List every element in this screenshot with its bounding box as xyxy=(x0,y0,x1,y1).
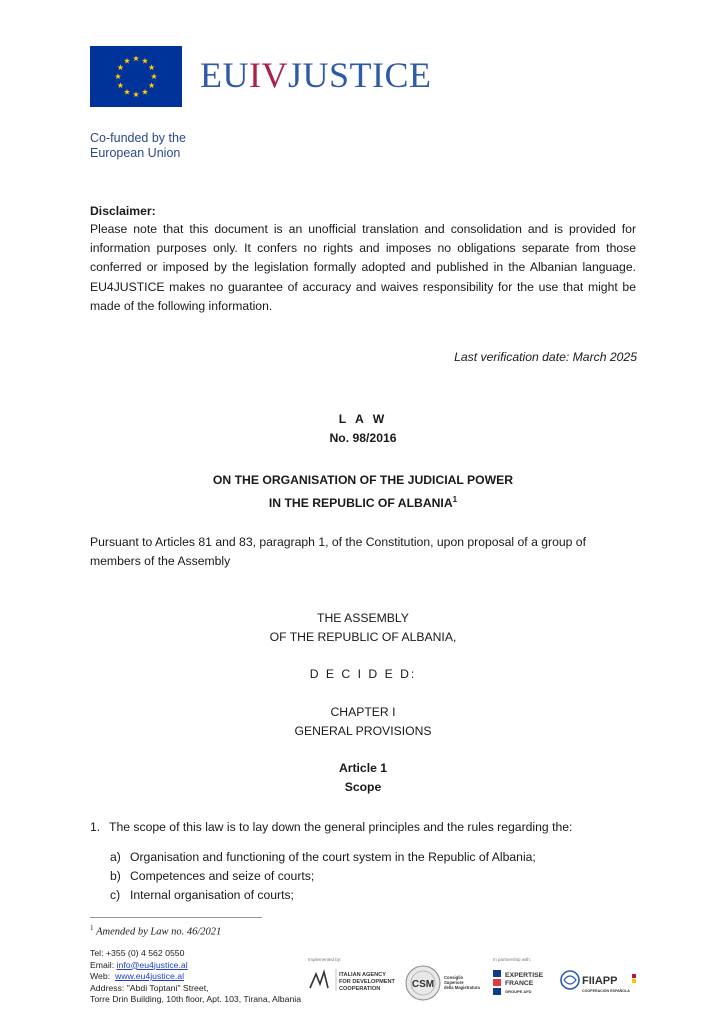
contact-block xyxy=(90,948,301,1006)
fiiapp-logo xyxy=(560,968,642,996)
law-title-line1: ON THE ORGANISATION OF THE JUDICIAL POWER xyxy=(212,473,514,487)
subitem-text: Internal organisation of courts; xyxy=(130,888,294,902)
footnote: $^1$ Amended by Law no. 46/2021 xyxy=(90,924,222,938)
law-number: No. 98/2016 xyxy=(329,431,397,445)
disclaimer-text: Please note that this document is an unofficial translation and consolidation and is provided for information purposes only. It confers no rights and imposes no obligations separate from those conferred or imposed by the legislation formally adopted and published in the Albanian language. EU4JUSTICE makes no guarantee of accuracy and waives responsibility for the use that might be made of the following information. xyxy=(90,222,636,313)
law-title-line2: IN THE REPUBLIC OF ALBANIA$^1$ xyxy=(268,495,458,511)
contact-email: Email: info@eu4justice.al xyxy=(90,959,188,970)
item-text: The scope of this law is to lay down the general principles and the rules regarding the: xyxy=(109,820,573,834)
contact-tel: Tel: +355 (0) 4 562 0550 xyxy=(90,948,185,958)
expertise-france-logo xyxy=(493,968,550,1000)
svg-text:CSM: CSM xyxy=(411,979,435,990)
law-heading: L A W xyxy=(338,412,388,426)
svg-text:ITALIAN AGENCY: ITALIAN AGENCY xyxy=(339,972,386,978)
chapter-label: CHAPTER I xyxy=(330,705,396,719)
svg-text:EXPERTISE: EXPERTISE xyxy=(505,972,544,979)
eu-flag-logo xyxy=(90,46,182,107)
subitem-letter: b) xyxy=(110,869,121,883)
chapter-title: GENERAL PROVISIONS xyxy=(294,724,432,738)
contact-web: Web: www.eu4justice.al xyxy=(90,971,185,982)
implemented-by-label: Implemented by: xyxy=(308,957,342,962)
svg-text:COOPERATION: COOPERATION xyxy=(339,986,381,992)
aics-logo xyxy=(308,966,396,994)
svg-text:FRANCE: FRANCE xyxy=(505,980,534,987)
svg-text:Superiore: Superiore xyxy=(444,980,464,985)
item-number: 1. xyxy=(90,820,101,834)
svg-text:GROUPE AFD: GROUPE AFD xyxy=(505,989,532,994)
svg-text:FIIAPP: FIIAPP xyxy=(582,975,618,987)
email-link[interactable]: info@eu4justice.al xyxy=(116,959,188,970)
decided-label: D E C I D E D: xyxy=(309,667,417,681)
assembly-line2: OF THE REPUBLIC OF ALBANIA, xyxy=(269,630,457,644)
article-title: Scope xyxy=(344,780,382,794)
verification-date: Last verification date: March 2025 xyxy=(454,350,637,364)
contact-address-line1: Address: "Abdi Toptani" Street, xyxy=(90,982,209,993)
disclaimer-title: Disclaimer: xyxy=(90,204,156,218)
assembly-line1: THE ASSEMBLY xyxy=(317,611,409,625)
eu4justice-logo: EUIVJUSTICE xyxy=(200,55,432,95)
svg-text:della Magistratura: della Magistratura xyxy=(444,985,480,990)
svg-text:COOPERACIÓN ESPAÑOLA: COOPERACIÓN ESPAÑOLA xyxy=(582,989,630,993)
svg-text:FOR DEVELOPMENT: FOR DEVELOPMENT xyxy=(339,979,395,985)
subitem-letter: c) xyxy=(110,888,121,902)
subitem-text: Organisation and functioning of the court system in the Republic of Albania; xyxy=(130,850,536,864)
contact-address-line2: Torre Drin Building, 10th floor, Apt. 103, Tirana, Albania xyxy=(90,994,302,1005)
footnote-ref: 1 xyxy=(452,495,458,504)
partnership-label: In partnership with: xyxy=(493,957,532,962)
cofunded-label: Co-funded by the European Union xyxy=(90,131,186,160)
website-link[interactable]: www.eu4justice.al xyxy=(114,971,185,982)
svg-text:Consiglio: Consiglio xyxy=(444,975,464,980)
preamble-text: Pursuant to Articles 81 and 83, paragraph 1, of the Constitution, upon proposal of a group of members of the Assembly xyxy=(90,535,586,569)
subitem-letter: a) xyxy=(110,850,121,864)
csm-logo xyxy=(405,963,483,1003)
subitem-text: Competences and seize of courts; xyxy=(130,869,315,883)
footnote-divider xyxy=(90,917,262,918)
article-label: Article 1 xyxy=(338,761,388,775)
